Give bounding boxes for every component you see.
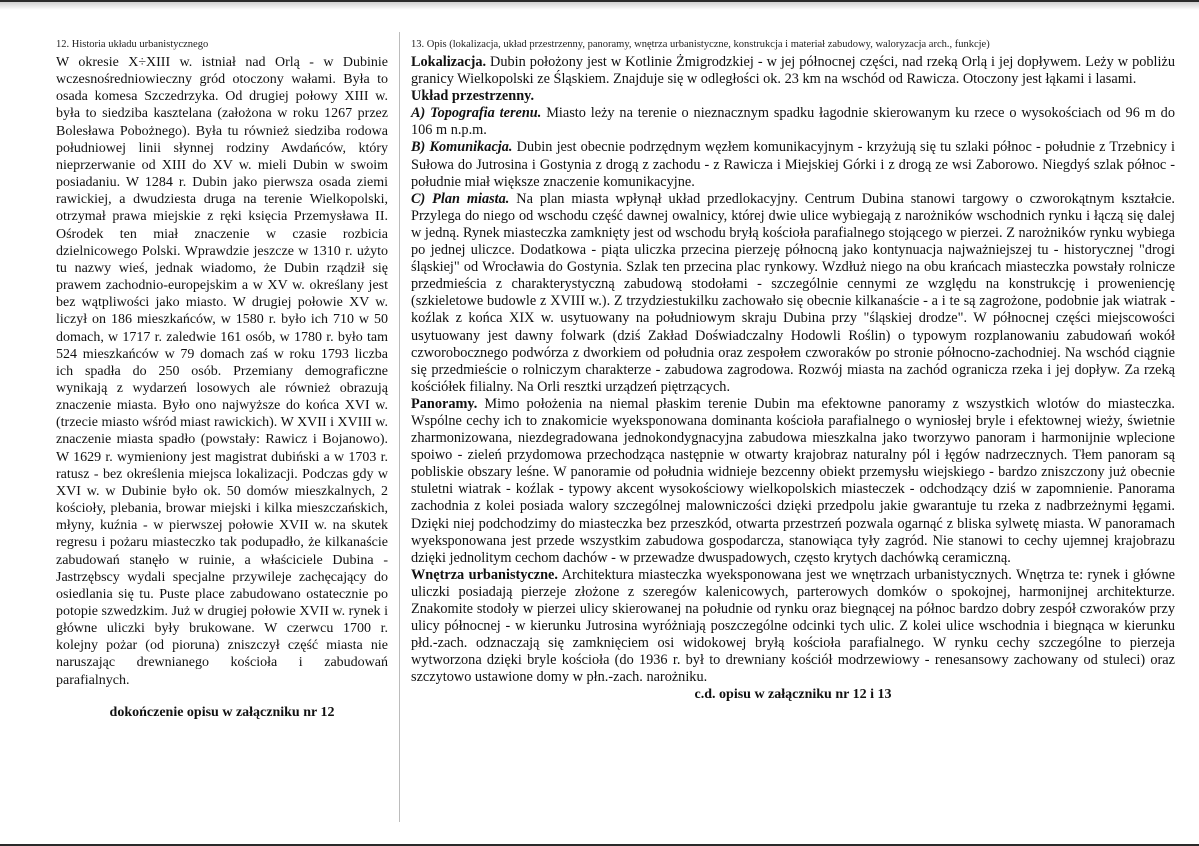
- description-column: [411, 38, 1175, 703]
- komunikacja-text: Dubin jest obecnie podrzędnym węzłem komunikacyjnym - krzyżują się tu szlaki północ - południe z Trzebnicy i Sułowa do Jutrosina i Gostynia z drogą z zachodu - z Rawicza i Miejskiej Górki i z drogą ze wsi Zaborowo. Niegdyś szlak północ - południe miał większe znaczenie komunikacyjne.: [411, 139, 1175, 190]
- history-paragraph: W okresie X÷XIII w. istniał nad Orlą - w Dubinie wczesnośredniowieczny gród otoczony wałami. Była to osada komesa Szczedrzyka. Od drugiej połowy XIII w. była to siedziba kasztelana (założona w roku 1267 przez Bolesława Pobożnego). Była tu również siedziba rodowa południowej linii słynnej rodziny Awdańców, który nieprzerwanie od XIII do XV w. mieli Dubin w swoim posiadaniu. W 1284 r. Dubin jako pierwsza osada ziemi rawickiej, a dwudziesta druga na terenie Wielkopolski, otrzymał prawa miejskie z ręki księcia Przemysława II. Ośrodek ten miał znaczenie w czasie rozbicia dzielnicowego Polski. Wprawdzie jeszcze w 1310 r. użyto tu nazwy wieś, jednak wiadomo, że Dubin rządził się prawem zachodnio-europejskim a w XV w. określany jest bez wątpliwości jako miasto. W drugiej połowie XV w. liczył on 186 mieszkańców, w 1580 r. było ich 710 w 50 domach, w 1717 r. zaledwie 161 osób, w 1780 r. było tam 524 mieszkańców w 79 domach zaś w roku 1793 liczba ich spadła do 250 osób. Przemiany demograficzne wynikają z wydarzeń losowych ale również obrazują znaczenie miasta. Było ono najwyższe do końca XVI w. (trzecie miasto wśród miast rawickich). W XVII i XVIII w. znaczenie miasta spadło (powstały: Rawicz i Bojanowo). W 1629 r. wymieniony jest magistrat dubiński a w 1703 r. ratusz - bez określenia miejsca lokalizacji. Podczas gdy w XVI w. w Dubinie było ok. 50 domów mieszkalnych, 2 kościoły, plebania, browar miejski i kilka mieszczańskich, młyny, kuźnia - w pierwszej połowie XVII w. na skutek regresu i pożaru miasteczko tak podupadło, że kilkanaście zabudowań stanęło w ruinie, a właściciele Dubina - Jastrzębscy wydali specjalne przywileje zachęcający do osiedlania się tu. Puste place zabudowano ostatecznie po potopie szwedzkim. Już w drugiej połowie XVII w. rynek i główne uliczki były brukowane. W czerwcu 1700 r. kolejny pożar (od pioruna) zniszczył część miasta nie naruszając drewnianego kościoła i zabudowań parafialnych.: [56, 55, 388, 688]
- komunikacja-label: B) Komunikacja.: [411, 139, 513, 156]
- topografia-paragraph: [411, 105, 1175, 139]
- panoramy-paragraph: [411, 396, 1175, 567]
- lokalizacja-paragraph: [411, 54, 1175, 88]
- komunikacja-paragraph: [411, 139, 1175, 190]
- column-divider: [399, 32, 400, 822]
- description-body: [411, 54, 1175, 686]
- lokalizacja-label: Lokalizacja.: [411, 54, 487, 70]
- description-footer: c.d. opisu w załączniku nr 12 i 13: [694, 687, 892, 703]
- wnetrza-text: Architektura miasteczka wyeksponowana jest we wnętrzach urbanistycznych. Wnętrza te: rynek i główne uliczki posiadają pierzeje złożone z szeregów kalenicowych, parterowych domków o spokojnej, harmonijnej architekturze. Znakomite stodoły w pierzei ulicy skierowanej na południe od rynku oraz biegnącej na północ bardzo dobry zespół czworaków przy ulicy północnej - w kierunku Jutrosina wyróżniają poszczególne odcinki tych ulic. Z kolei ulice wschodnia i biegnąca w kierunku płd.-zach. odznaczają się zamknięciem osi widokowej bryłą kościoła parafialnego. W rynku cechy szczególne to pierzeja wytworzona dzięki bryle kościoła (do 1936 r. był to drewniany kościół modrzewiowy - renesansowy zachowany od stuleci) oraz szczytowo ustawione domy w płn.-zach. narożniku.: [411, 566, 1175, 686]
- wnetrza-label: Wnętrza urbanistyczne.: [411, 566, 558, 583]
- uklad-label: Układ przestrzenny.: [411, 88, 535, 105]
- plan-text: Na plan miasta wpłynął układ przedlokacyjny. Centrum Dubina stanowi targowy o czworokątnym kształcie. Przylega do niego od wschodu część dawnej owalnicy, której dwie ulice wybiegają z narożników wschodnich rynku i łączą się dalej w jedną. Rynek miasteczka zamknięty jest od wschodu bryłą kościoła parafialnego stojącego w pierzei. Z narożników rynku wybiega po jednej uliczce. Dodatkowa - piąta uliczka przecina pierzeję północną jako kontynuacja najważniejszej tu - historycznej "drogi śląskiej" od Wrocławia do Gostynia. Szlak ten przecina plac rynkowy. Wzdłuż niego na obu krańcach miasteczka powstały rolnicze przedmieścia z charakterystyczną zabudową stodołami - szczególnie cennymi ze względu na konstrukcję i proweniencję (szkieletowe budowle z XVIII w.). Z trzydziestukilku zachowało się obecnie kilkanaście - a i te są zagrożone, podobnie jak wiatrak - koźlak z końca XIX w. usytuowany na południowym skraju Dubina przy "śląskiej drodze". W północnej części miejscowości usytuowany jest dawny folwark (dziś Zakład Doświadczalny Hodowli Roślin) o typowym rozplanowaniu zabudowań wokół czworobocznego podwórza z dworkiem od południa oraz zespołem czworaków po stronie północno-zachodniej. Na wschód ciągnie się przedmieście o rolniczym charakterze - zabudowa zagrodowa. Rozwój miasta na zachód ogranicza rzeka i jej dopływ. Za rzeką kościółek filialny. Na Orli resztki urządzeń piętrzących.: [411, 190, 1176, 395]
- panoramy-text: Mimo położenia na niemal płaskim terenie Dubin ma efektowne panoramy z wszystkich wlotów do miasteczka. Wspólne cechy ich to znakomicie wyeksponowana dominanta kościoła parafialnego o wyniosłej bryle i efektownej wieży, świetnie zharmonizowana, niezdegradowana jednokondygnacyjna zabudowa mieszkalna jako tworzywo panoram i harmonijnie wplecione spoiwo - zieleń przydomowa przechodząca następnie w otwarty krajobraz naturalny pól i łęgów nadrzecznych. Tłem panoram są pobliskie obszary leśne. W panoramie od południa widnieje bezcenny obiekt przemysłu wiejskiego - bardzo zniszczony już obecnie stuletni wiatrak - koźlak - typowy akcent wysokościowy wielkopolskich miasteczek - odchodzący dziś w zapomnienie. Panorama zachodnia z kolei posiada walory szczególnej malowniczości dzięki przedpolu jakie gwarantuje tu rzeka z nadbrzeżnymi łęgami. Dzięki niej podchodzimy do miasteczka bez przeszkód, otwarta przestrzeń pozwala ogarnąć z bliska sylwetę miasta. W panoramach wyeksponowana jest przede wszystkim zabudowa gospodarcza, stanowiąca tyły zagród. Nie stanowi to cechy ujemnej krajobrazu dzięki jednolitym cechom dachów - w przewadze dwuspadowych, często krytych dachówką ceramiczną.: [411, 395, 1175, 566]
- topografia-label: A) Topografia terenu.: [411, 105, 542, 122]
- history-column: [56, 38, 388, 721]
- uklad-heading: [411, 88, 1175, 105]
- history-heading: 12. Historia układu urbanistycznego: [56, 39, 209, 50]
- panoramy-label: Panoramy.: [411, 395, 478, 412]
- plan-label: C) Plan miasta.: [411, 190, 510, 207]
- history-footer: dokończenie opisu w załączniku nr 12: [109, 704, 335, 720]
- lokalizacja-text: Dubin położony jest w Kotlinie Żmigrodzkiej - w jej północnej części, nad rzeką Orlą i jej dopływem. Leży w pobliżu granicy Wielkopolski ze Śląskiem. Znajduje się w odległości ok. 23 km na wschód od Rawicza. Otoczony jest łąkami i lasami.: [411, 54, 1175, 88]
- wnetrza-paragraph: [411, 567, 1175, 687]
- plan-paragraph: [411, 191, 1175, 396]
- scan-edge: [0, 2, 1199, 10]
- description-heading: 13. Opis (lokalizacja, układ przestrzenny, panoramy, wnętrza urbanistyczne, konstrukcja i materiał zabudowy, waloryzacja arch., funkcje): [411, 39, 990, 50]
- topografia-text: Miasto leży na terenie o nieznacznym spadku łagodnie skierowanym ku rzece o wysokościach od 96 m do 106 m n.p.m.: [411, 105, 1175, 139]
